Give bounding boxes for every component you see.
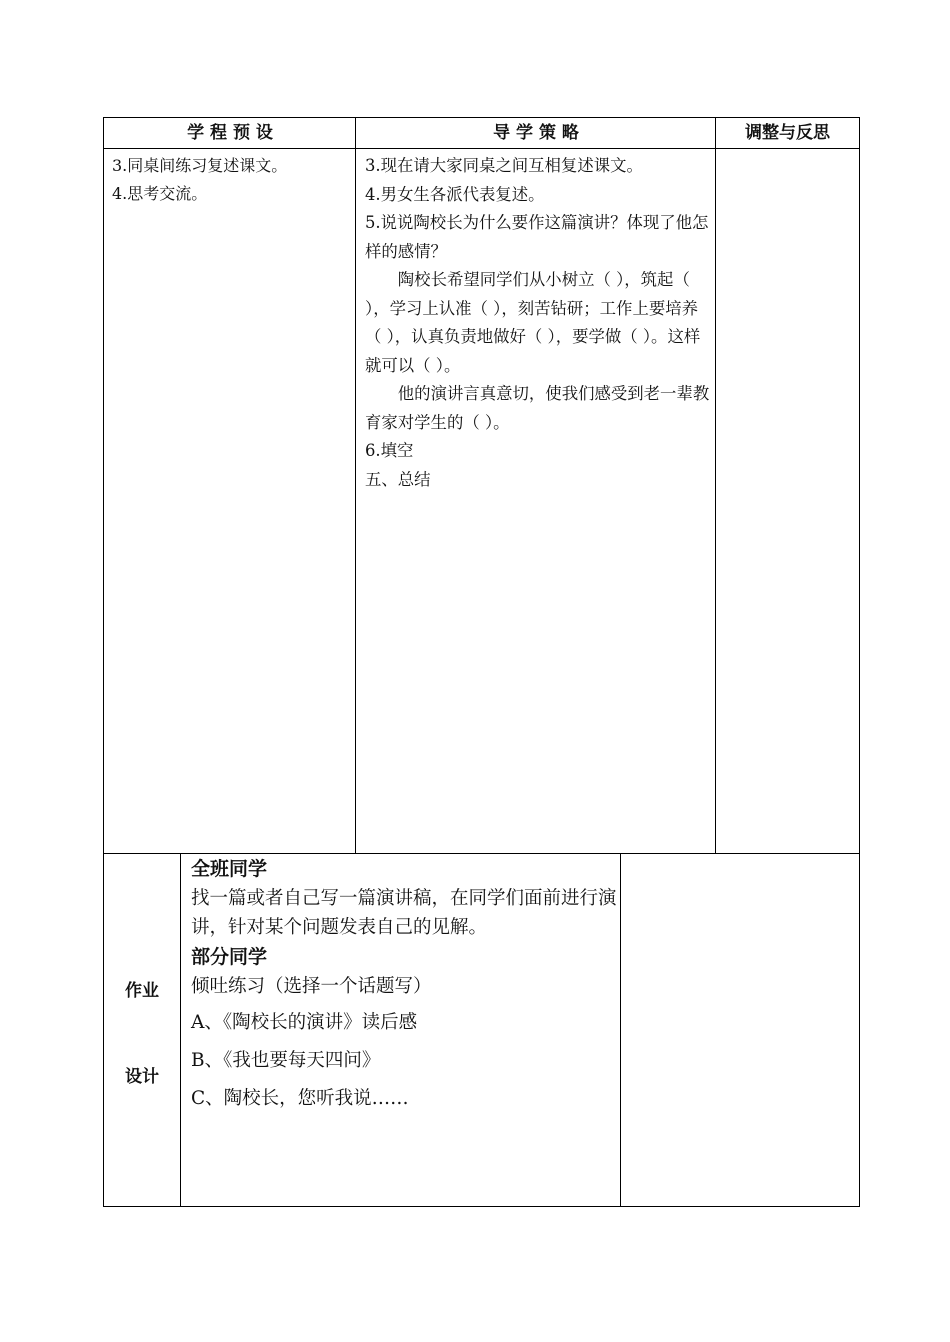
guidance-strategy-cell: [365, 152, 711, 494]
strategy-fill-blank-paragraph: 他的演讲言真意切，使我们感受到老一辈教育家对学生的（ ）。: [365, 384, 710, 432]
homework-label: 作业: [125, 981, 159, 1001]
strategy-line: 3.现在请大家同桌之间互相复述课文。: [365, 156, 643, 175]
option-item: A、《陶校长的演讲》读后感: [191, 1012, 418, 1033]
task-some-text: 倾吐练习（选择一个话题写）: [191, 976, 432, 997]
option-item: B、《我也要每天四问》: [191, 1050, 381, 1071]
lesson-table: [103, 117, 860, 854]
task-all-text: 找一篇或者自己写一篇演讲稿，在同学们面前进行演讲，针对某个问题发表自己的见解。: [191, 888, 617, 938]
design-label: 设计: [125, 1067, 159, 1087]
strategy-line: 五、总结: [365, 469, 431, 489]
homework-table: [103, 853, 860, 1207]
option-item: C、陶校长，您听我说……: [191, 1088, 409, 1109]
column-divider: [715, 118, 716, 853]
header-learning-preset: 学 程 预 设: [187, 123, 273, 143]
strategy-fill-blank-paragraph: 陶校长希望同学们从小树立（ ），筑起（ ），学习上认准（ ），刻苦钻研；工作上要培养（ ），认真负责地做好（ ），要学做（ ）。这样就可以（ ）。: [365, 270, 701, 375]
strategy-line: 6.填空: [365, 441, 414, 460]
strategy-line: 5.说说陶校长为什么要作这篇演讲？体现了他怎样的感情？: [365, 213, 709, 261]
group-some-heading: 部分同学: [191, 946, 268, 968]
strategy-line: 4.男女生各派代表复述。: [365, 184, 545, 204]
homework-content: [191, 854, 621, 1118]
header-reflection: 调整与反思: [745, 123, 830, 143]
column-divider: [355, 118, 356, 853]
group-all-heading: 全班同学: [191, 858, 268, 880]
learning-preset-cell: [112, 152, 352, 208]
preset-line: 4.思考交流。: [112, 184, 208, 203]
table-header-row: [104, 118, 859, 149]
preset-line: 3.同桌间练习复述课文。: [112, 156, 288, 175]
column-divider: [180, 854, 181, 1206]
header-guidance-strategy: 导 学 策 略: [493, 123, 579, 143]
